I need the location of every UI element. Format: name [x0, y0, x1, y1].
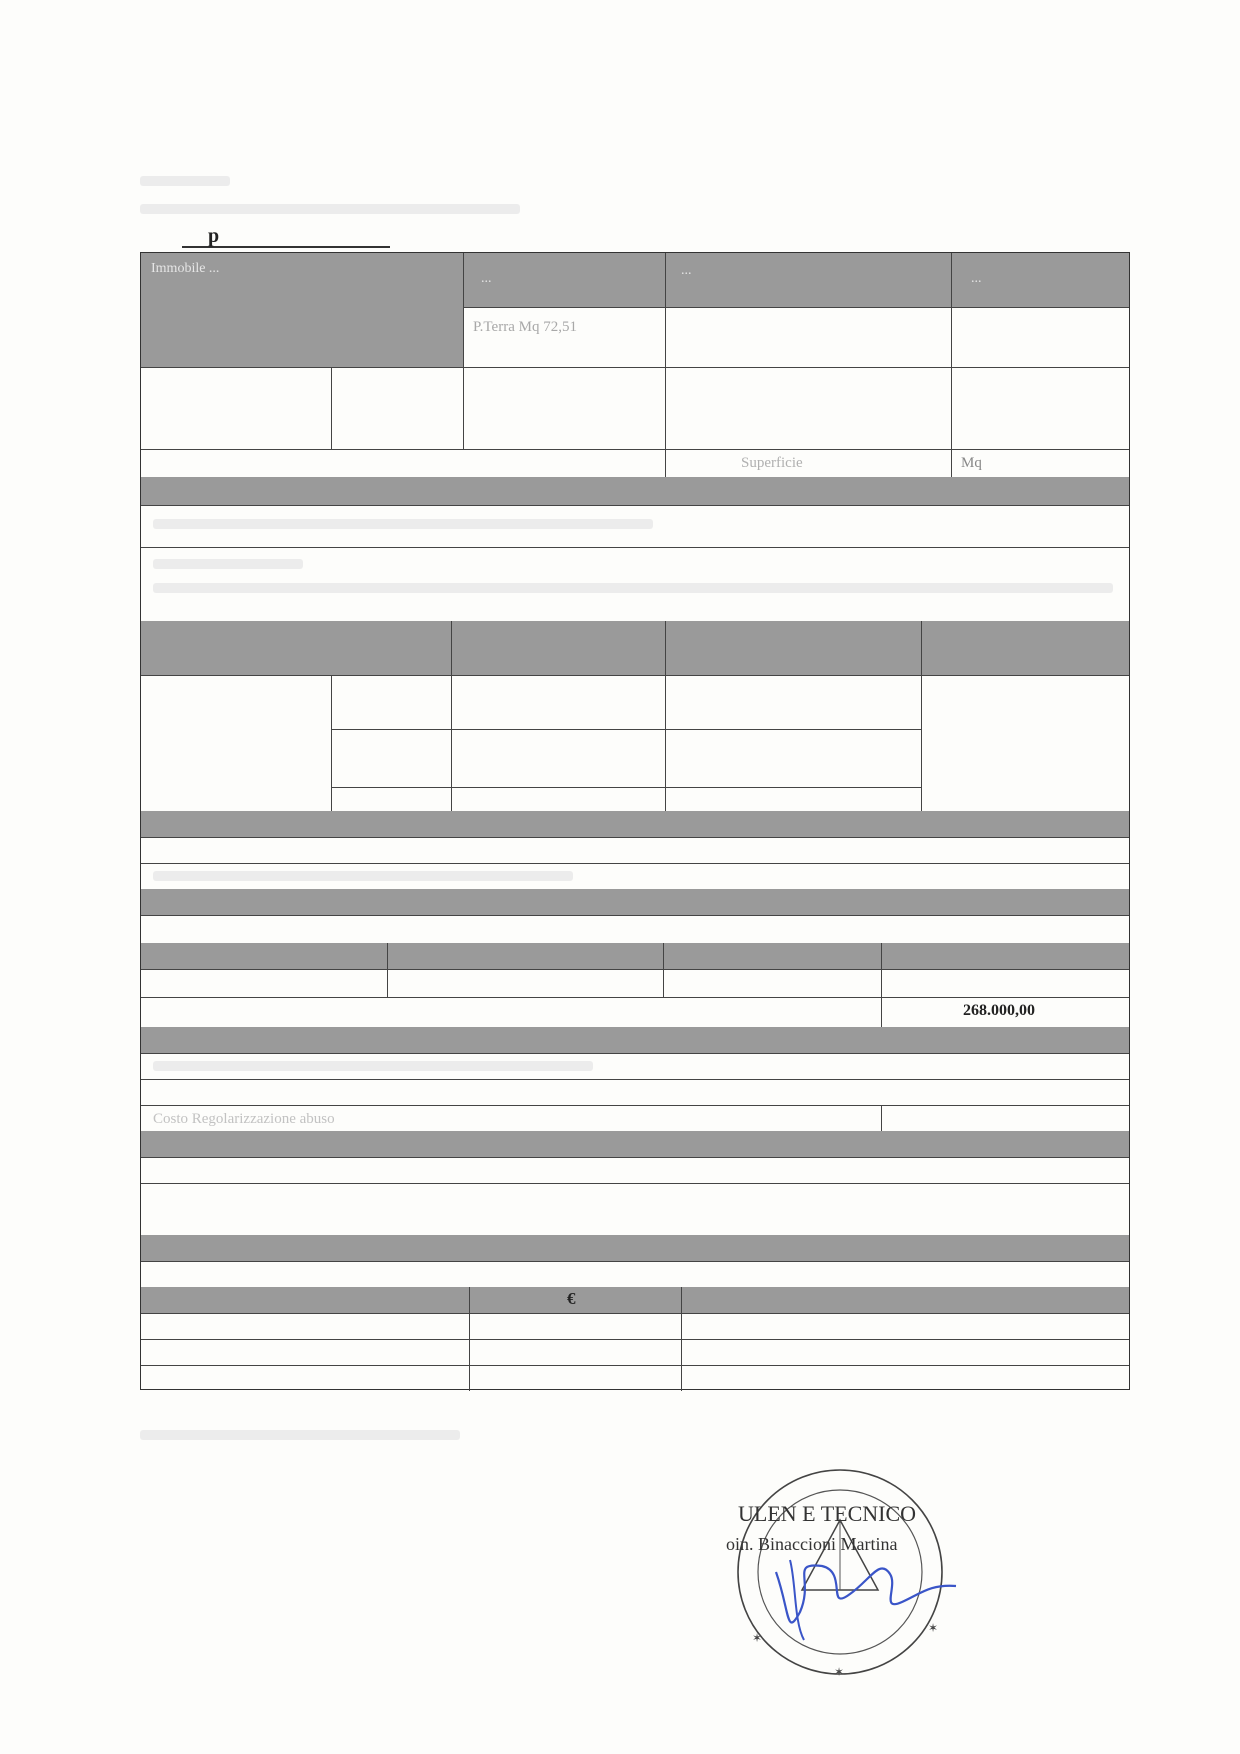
section-bar-4 [141, 811, 1129, 837]
section-bar-7 [141, 1131, 1129, 1157]
section-bar-6 [141, 1027, 1129, 1053]
stamp-seal-icon [730, 1462, 970, 1692]
faint-header-line-1 [140, 176, 230, 186]
superficie-unit: Mq [961, 455, 982, 471]
plan-area-value: P.Terra Mq 72,51 [473, 319, 577, 335]
table1-header-right [665, 253, 951, 307]
svg-text:✶: ✶ [834, 1665, 845, 1679]
valuation-form [140, 252, 1130, 1390]
table1-header-mid [463, 253, 665, 307]
faint-text-line [153, 583, 1113, 593]
valuation-total: 268.000,00 [963, 1002, 1035, 1019]
table3-header [141, 621, 1129, 675]
table8-header [141, 1287, 1129, 1313]
faint-text-line [153, 871, 573, 881]
table1-col2-label: ... [481, 271, 492, 286]
table5-header [141, 943, 1129, 969]
section-bar-2 [141, 477, 1129, 505]
table1-col3-label: ... [681, 263, 692, 278]
faint-text-line [153, 519, 653, 529]
svg-text:✶: ✶ [928, 1621, 939, 1635]
svg-text:✶: ✶ [752, 1631, 763, 1645]
section-bar-8 [141, 1235, 1129, 1261]
table1-col4-label: ... [971, 271, 982, 286]
cost-regularization-label: Costo Regolarizzazione abuso [153, 1111, 335, 1127]
table1-col1-label: Immobile ... [151, 261, 220, 276]
currency-symbol: € [567, 1289, 576, 1308]
professional-stamp [726, 1462, 970, 1692]
faint-text-line [153, 1061, 593, 1071]
faint-footer-line [140, 1430, 460, 1440]
faint-header-line-2 [140, 204, 520, 214]
superficie-label: Superficie [741, 455, 803, 471]
header-marker: p [182, 226, 390, 248]
stamp-name: oin. Binaccioni Martina [726, 1534, 898, 1554]
section-bar-5 [141, 889, 1129, 915]
faint-text-line [153, 559, 303, 569]
stamp-title: ULEN E TECNICO [738, 1501, 917, 1526]
